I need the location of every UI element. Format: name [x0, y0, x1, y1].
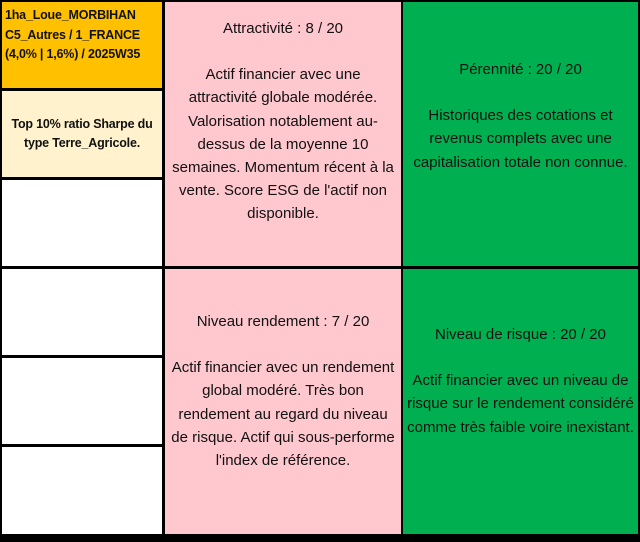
- empty-cell-3: [2, 358, 162, 444]
- empty-cell-2: [2, 269, 162, 355]
- asset-category: C5_Autres / 1_FRANCE: [5, 27, 140, 42]
- attractivite-text: Actif financier avec une attractivité globale modérée. Valorisation notablement au-dessus de la moyenne 10 semaines. Momentum récent à la vente. Score ESG de l'actif non disponible.: [172, 66, 394, 223]
- asset-identity-cell: [2, 2, 162, 88]
- attractivite-cell: [165, 2, 401, 266]
- asset-name: 1ha_Loue_MORBIHAN: [5, 8, 136, 22]
- asset-period: (4,0% | 1,6%) / 2025W35: [5, 47, 141, 61]
- risque-text: Actif financier avec un niveau de risque sur le rendement considéré comme très faible voire inexistant.: [407, 372, 634, 436]
- empty-cell-1: [2, 180, 162, 266]
- attractivite-title: Attractivité : 8 / 20: [222, 20, 344, 37]
- empty-cell-4: [2, 447, 162, 534]
- rendement-cell: [165, 269, 401, 534]
- perennite-text: Historiques des cotations et revenus complets avec une capitalisation totale non connue.: [413, 107, 628, 171]
- perennite-cell: [403, 2, 638, 266]
- rendement-text: Actif financier avec un rendement global modéré. Très bon rendement au regard du niveau de risque. Actif qui sous-performe l'index de référence.: [171, 359, 395, 470]
- rendement-title: Niveau rendement : 7 / 20: [196, 313, 370, 330]
- risque-title: Niveau de risque : 20 / 20: [435, 326, 606, 343]
- ranking-cell: [2, 91, 162, 177]
- risque-cell: [403, 269, 638, 534]
- perennite-title: Pérennité : 20 / 20: [459, 61, 582, 78]
- ranking-text: Top 10% ratio Sharpe du type Terre_Agricole.: [11, 116, 153, 150]
